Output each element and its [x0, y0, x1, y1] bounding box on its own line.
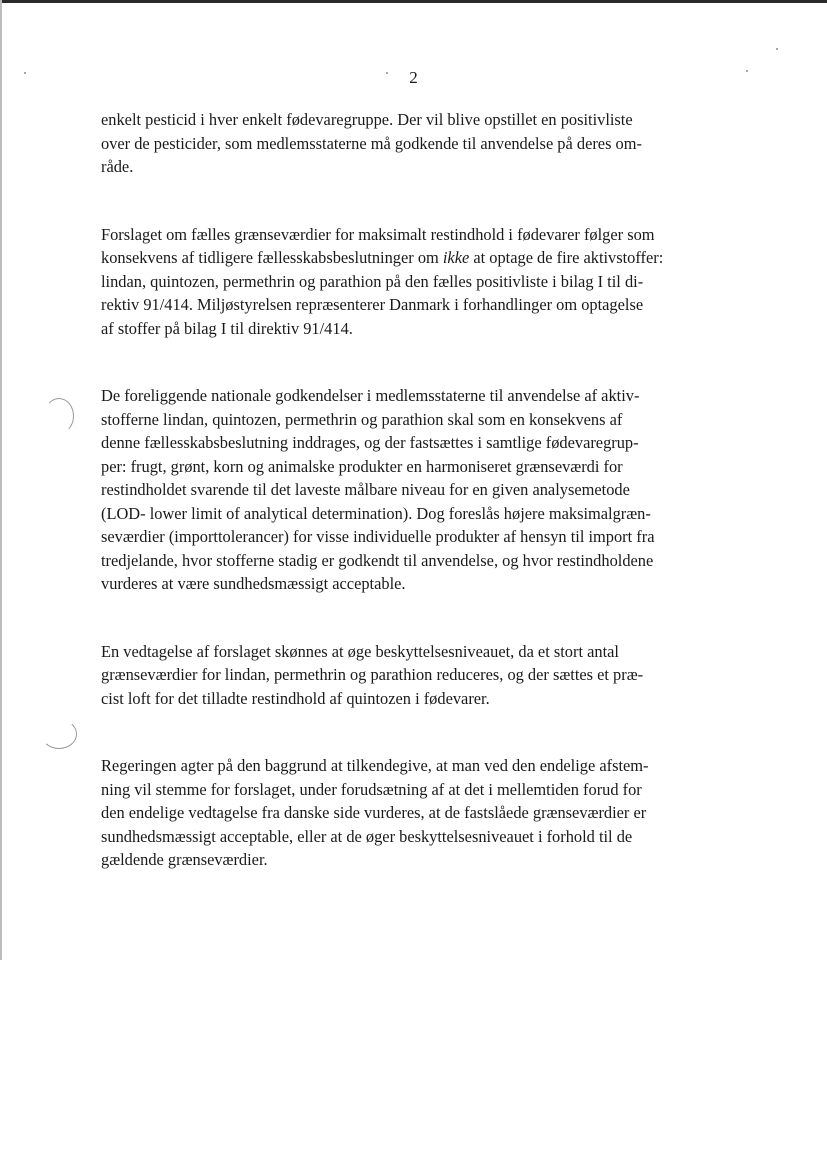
text-line: seværdier (importtolerancer) for visse individuelle produkter af hensyn til import fra	[101, 527, 655, 546]
text-line: Regeringen agter på den baggrund at tilkendegive, at man ved den endelige afstem-	[101, 756, 649, 775]
text-segment: at optage de fire aktivstoffer:	[469, 248, 664, 267]
text-line: stofferne lindan, quintozen, permethrin og parathion skal som en konsekvens af	[101, 409, 623, 429]
text-line: En vedtagelse af forslaget skønnes at øge beskyttelsesniveauet, da et stort antal	[101, 641, 619, 661]
scan-left-edge	[0, 0, 2, 960]
text-line: den endelige vedtagelse fra danske side vurderes, at de fastslåede grænseværdier er	[101, 803, 647, 822]
paragraph-3	[101, 384, 729, 596]
emphasis-ikke: ikke	[442, 248, 470, 267]
paragraph-4	[101, 640, 729, 711]
text-line: lindan, quintozen, permethrin og parathion på den fælles positivliste i bilag I til di-	[101, 271, 644, 291]
text-line: af stoffer på bilag I til direktiv 91/414.	[101, 318, 353, 338]
text-line: ning vil stemme for forslaget, under forudsætning af at det i mellemtiden forud for	[101, 779, 642, 799]
text-line: restindholdet svarende til det laveste målbare niveau for en given analysemetode	[101, 480, 630, 499]
paragraph-2	[101, 223, 729, 341]
text-line: sundhedsmæssigt acceptable, eller at de øger beskyttelsesniveauet i forhold til de	[101, 826, 633, 846]
scan-speck	[776, 48, 778, 50]
text-line: per: frugt, grønt, korn og animalske produkter en harmoniseret grænseværdi for	[101, 456, 623, 476]
text-line: gældende grænseværdier.	[101, 850, 268, 869]
text-segment: konsekvens af tidligere fællesskabsbeslutninger om	[101, 248, 443, 267]
text-line: rektiv 91/414. Miljøstyrelsen repræsenterer Danmark i forhandlinger om optagelse	[101, 295, 644, 314]
text-line: (LOD- lower limit of analytical determination). Dog foreslås højere maksimalgræn-	[101, 503, 651, 523]
text-line: cist loft for det tilladte restindhold af quintozen i fødevarer.	[101, 688, 490, 708]
document-body	[101, 108, 729, 916]
text-line: råde.	[101, 157, 134, 176]
text-line: Forslaget om fælles grænseværdier for maksimalt restindhold i fødevarer følger som	[101, 224, 655, 244]
scan-top-edge	[0, 0, 827, 3]
paragraph-1	[101, 108, 729, 179]
text-line: tredjelande, hvor stofferne stadig er godkendt til anvendelse, og hvor restindholdene	[101, 550, 654, 570]
text-line: grænseværdier for lindan, permethrin og parathion reduceres, og der sættes et præ-	[101, 665, 644, 684]
punch-hole-top	[44, 398, 74, 434]
page-number: 2	[409, 68, 418, 87]
text-line: enkelt pesticid i hver enkelt fødevaregruppe. Der vil blive opstillet en positivliste	[101, 110, 633, 129]
text-line: vurderes at være sundhedsmæssigt acceptable.	[101, 574, 406, 593]
punch-hole-bottom	[41, 719, 77, 749]
text-line: over de pesticider, som medlemsstaterne må godkende til anvendelse på deres om-	[101, 133, 642, 153]
text-line: denne fællesskabsbeslutning inddrages, og der fastsættes i samtlige fødevaregrup-	[101, 433, 639, 452]
text-line: De foreliggende nationale godkendelser i medlemsstaterne til anvendelse af aktiv-	[101, 386, 640, 405]
text-line	[101, 246, 729, 270]
paragraph-5	[101, 754, 729, 872]
